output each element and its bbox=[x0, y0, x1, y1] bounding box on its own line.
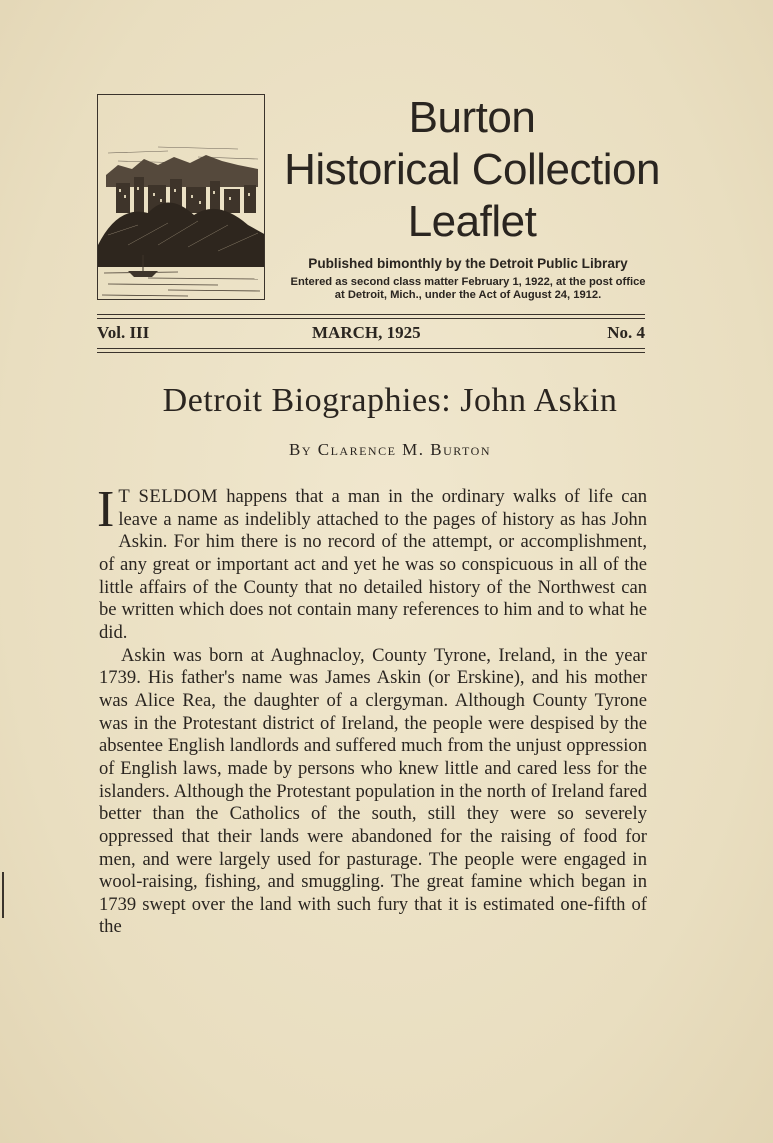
postal-notice-line: Entered as second class matter February 1, 1922, at the post office bbox=[290, 276, 646, 288]
divider-rule bbox=[97, 348, 645, 349]
divider-rule bbox=[97, 352, 645, 353]
issue-date: MARCH, 1925 bbox=[312, 323, 421, 342]
paragraph bbox=[97, 481, 647, 645]
masthead-title-line: Leaflet bbox=[407, 197, 537, 246]
masthead-title bbox=[272, 92, 672, 248]
postal-notice-line: at Detroit, Mich., under the Act of August 24, 1912. bbox=[334, 289, 602, 301]
postal-notice bbox=[268, 276, 668, 302]
lead-in: T SELDOM bbox=[118, 486, 219, 507]
drop-cap: I bbox=[97, 481, 115, 538]
volume-label: Vol. III bbox=[97, 323, 150, 342]
byline: By Clarence M. Burton bbox=[288, 440, 492, 459]
issue-info-bar bbox=[97, 323, 645, 345]
publisher-line: Published bimonthly by the Detroit Public Library bbox=[308, 256, 628, 271]
masthead-title-line: Burton bbox=[408, 93, 536, 142]
article-title: Detroit Biographies: John Askin bbox=[162, 382, 618, 419]
divider-rule bbox=[97, 318, 645, 319]
harbor-engraving-image bbox=[97, 94, 265, 300]
issue-number: No. 4 bbox=[607, 323, 645, 342]
paragraph: Askin was born at Aughnacloy, County Tyrone, Ireland, in the year 1739. His father's name was James Askin (or Erskine), and his mother was Alice Rea, the daughter of a clergyman. Although County Tyrone was in the Protestant district of Ireland, the people were despised by the absentee English landlords and suffered much from the unjust oppression of English laws, made by persons who knew little and cared less for the islanders. Although the Protestant population in the north of Ireland fared better than the Catholics of the south, still they were so severely oppressed that their lands were abandoned for the raising of food for men, and were largely used for pasturage. The people were engaged in wool-raising, fishing, and smuggling. The great famine which began in 1739 swept over the land with such fury that it is estimated one-fifth of the bbox=[99, 644, 647, 938]
masthead-title-line: Historical Collection bbox=[284, 145, 660, 194]
paragraph-text: happens that a man in the ordinary walks of life can leave a name as indelibly attached to the pages of history as has John Askin. For him there is no record of the attempt, or accomplishment, of any great or important act and yet he was so conspicuous in all of the little affairs of the County that no detailed history of the Northwest can be written which does not contain many references to him and to what he did. bbox=[99, 486, 647, 643]
divider-rule bbox=[97, 314, 645, 315]
scan-edge-mark bbox=[2, 872, 4, 918]
article-body bbox=[97, 481, 647, 939]
